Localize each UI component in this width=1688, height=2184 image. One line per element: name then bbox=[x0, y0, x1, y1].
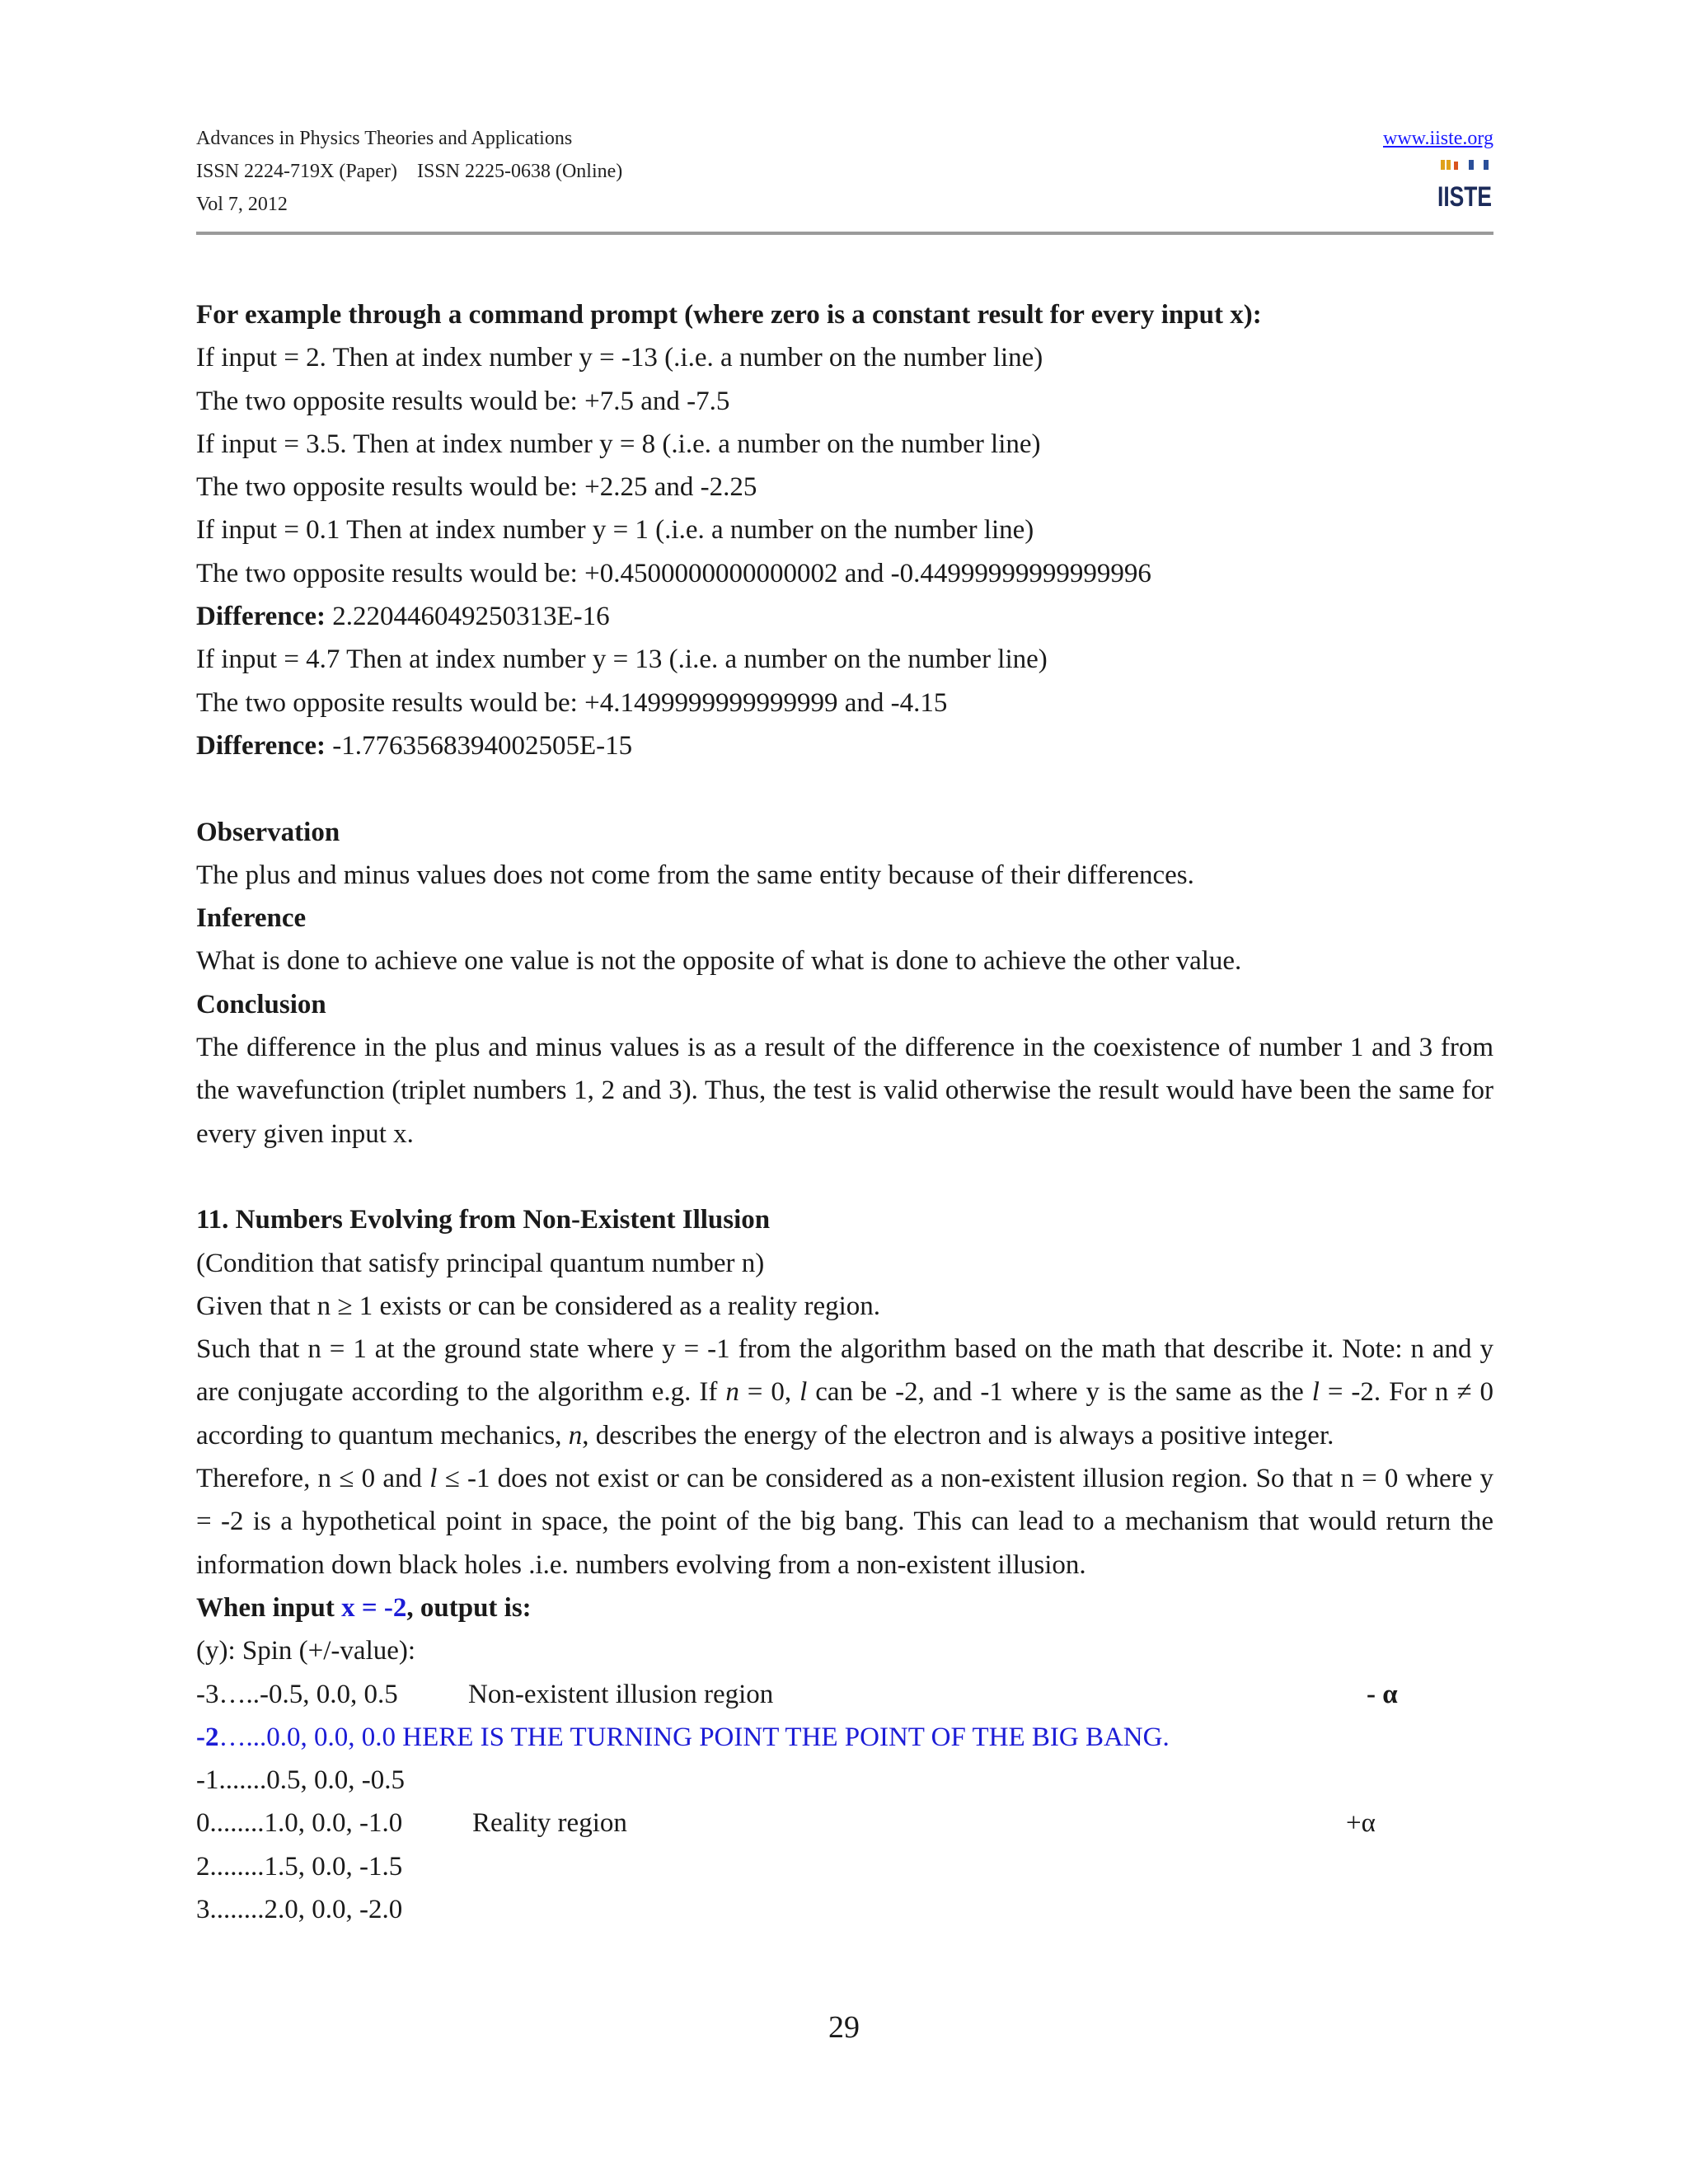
difference-label: Difference: bbox=[196, 730, 326, 761]
difference-label: Difference: bbox=[196, 602, 326, 632]
page-header bbox=[196, 122, 1493, 237]
example-line: The two opposite results would be: +7.5 and -7.5 bbox=[196, 386, 730, 416]
inference-heading: Inference bbox=[196, 903, 307, 934]
output-row bbox=[196, 1759, 1493, 1802]
difference-line bbox=[196, 724, 1493, 767]
example-line: The two opposite results would be: +2.25 and -2.25 bbox=[196, 472, 757, 503]
spin-label: (y): Spin (+/-value): bbox=[196, 1636, 416, 1666]
issn-line: ISSN 2224-719X (Paper) ISSN 2225-0638 (Online) bbox=[196, 161, 623, 182]
row-values: …...0.0, 0.0, 0.0 HERE IS THE TURNING POINT THE POINT OF THE BIG BANG. bbox=[218, 1722, 1170, 1752]
difference-value: 2.220446049250313E-16 bbox=[325, 602, 610, 632]
journal-title: Advances in Physics Theories and Applications bbox=[196, 128, 573, 149]
page-number: 29 bbox=[828, 2010, 860, 2045]
row-region: Non-existent illusion region bbox=[468, 1679, 774, 1709]
example-heading: For example through a command prompt (where zero is a constant result for every input x): bbox=[196, 300, 1262, 330]
row-values: 2........1.5, 0.0, -1.5 bbox=[196, 1851, 403, 1882]
output-row bbox=[196, 1673, 1493, 1716]
observation-heading: Observation bbox=[196, 817, 340, 847]
logo-text: IISTE bbox=[1437, 181, 1492, 213]
output-row bbox=[196, 1802, 1493, 1844]
row-values: -1.......0.5, 0.0, -0.5 bbox=[196, 1765, 405, 1796]
when-input-line: When input x = -2, output is: bbox=[196, 1592, 532, 1623]
example-line: The two opposite results would be: +0.4500000000000002 and -0.44999999999999996 bbox=[196, 558, 1151, 588]
row-region: Reality region bbox=[472, 1808, 627, 1839]
conclusion-text: The difference in the plus and minus values is as a result of the difference in the coexistence of number 1 and 3 from the wavefunction (triplet numbers 1, 2 and 3). Thus, the test is valid otherwise the result would have been the same for every given input x. bbox=[196, 1033, 1493, 1149]
inference-text: What is done to achieve one value is not the opposite of what is done to achieve the other value. bbox=[196, 946, 1242, 977]
row-lead: -2 bbox=[196, 1722, 219, 1752]
difference-line bbox=[196, 595, 1493, 638]
row-values: 3........2.0, 0.0, -2.0 bbox=[196, 1894, 403, 1924]
observation-text: The plus and minus values does not come from the same entity because of their differences. bbox=[196, 860, 1194, 890]
output-row bbox=[196, 1845, 1493, 1888]
row-sign: - α bbox=[1367, 1679, 1398, 1709]
row-sign: +α bbox=[1346, 1808, 1376, 1839]
output-row bbox=[196, 1888, 1493, 1931]
example-line: If input = 0.1 Then at index number y = 1 (.i.e. a number on the number line) bbox=[196, 515, 1034, 546]
example-line: If input = 2. Then at index number y = -13 (.i.e. a number on the number line) bbox=[196, 343, 1043, 373]
iiste-logo bbox=[1436, 157, 1493, 214]
section-heading: 11. Numbers Evolving from Non-Existent Illusion bbox=[196, 1205, 771, 1235]
example-line: If input = 4.7 Then at index number y = 13 (.i.e. a number on the number line) bbox=[196, 644, 1048, 675]
row-values: 0........1.0, 0.0, -1.0 bbox=[196, 1808, 403, 1839]
difference-value: -1.7763568394002505E-15 bbox=[325, 730, 633, 761]
page-content bbox=[196, 293, 1493, 1931]
output-row-turning-point bbox=[196, 1716, 1493, 1759]
header-rule bbox=[196, 232, 1493, 235]
row-values: -3…..-0.5, 0.0, 0.5 bbox=[196, 1679, 398, 1709]
condition-text: (Condition that satisfy principal quantum number n) bbox=[196, 1248, 765, 1278]
volume-line: Vol 7, 2012 bbox=[196, 194, 288, 215]
ground-state-paragraph: Such that n = 1 at the ground state where y = -1 from the algorithm based on the math that describe it. Note: n and y are conjugate according to the algorithm e.g. If n = 0, l can be -2, and -1 where y is the same as the l = -2. For n ≠ 0 according to quantum mechanics, n, describes the energy of the electron and is always a positive integer. bbox=[196, 1334, 1493, 1451]
conclusion-heading: Conclusion bbox=[196, 989, 326, 1019]
example-line: The two opposite results would be: +4.1499999999999999 and -4.15 bbox=[196, 687, 948, 718]
given-text: Given that n ≥ 1 exists or can be considered as a reality region. bbox=[196, 1291, 881, 1321]
example-line: If input = 3.5. Then at index number y = 8 (.i.e. a number on the number line) bbox=[196, 429, 1041, 459]
illusion-paragraph: Therefore, n ≤ 0 and l ≤ -1 does not exist or can be considered as a non-existent illusion region. So that n = 0 where y = -2 is a hypothetical point in space, the point of the big bang. This can lead to a mechanism that would return the information down black holes .i.e. numbers evolving from a non-existent illusion. bbox=[196, 1464, 1494, 1580]
website-link[interactable]: www.iiste.org bbox=[1383, 128, 1493, 149]
